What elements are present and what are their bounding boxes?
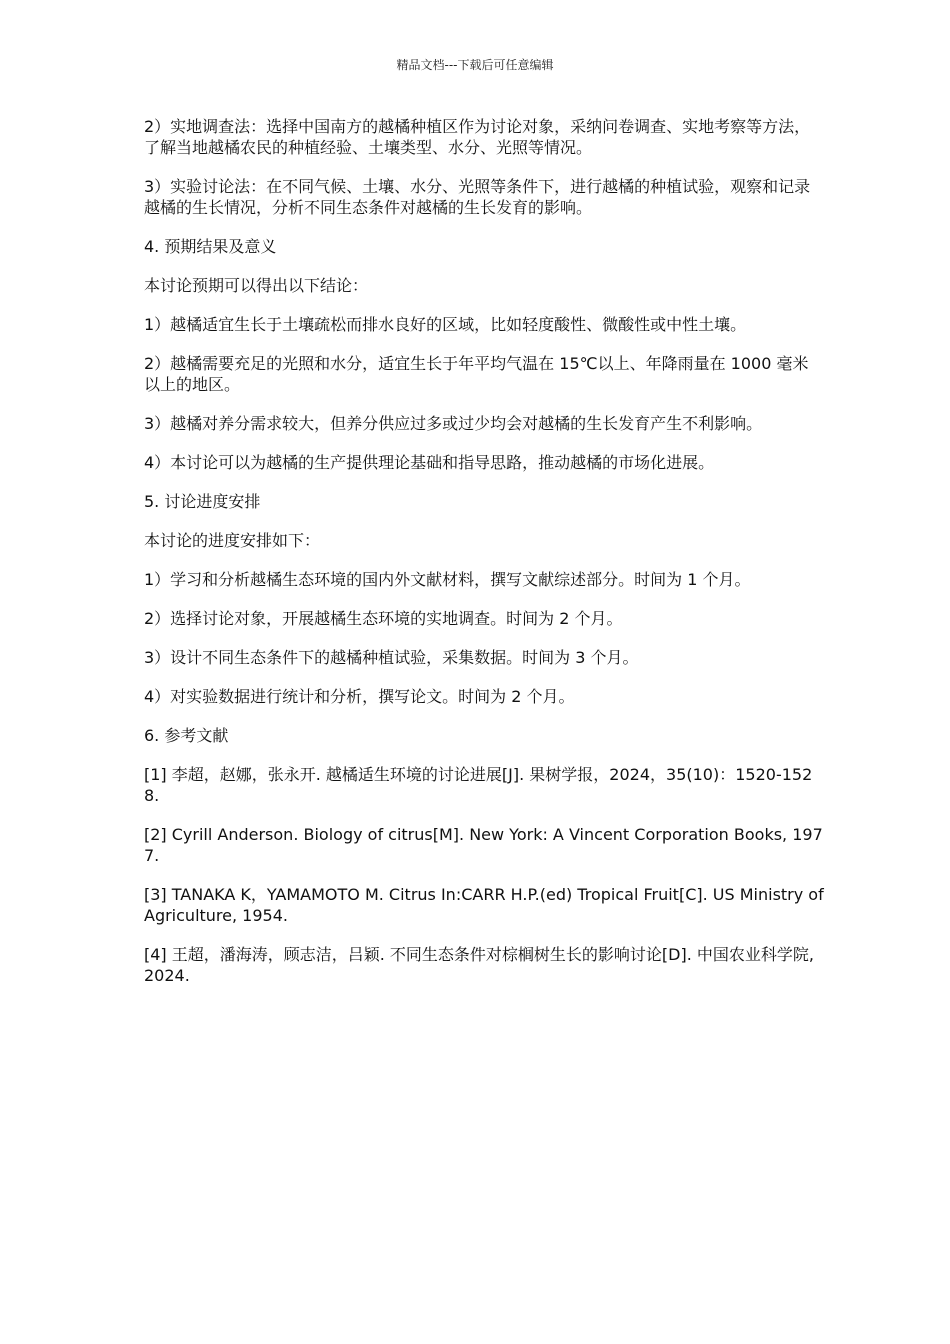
paragraph-field-survey-method: 2）实地调查法：选择中国南方的越橘种植区作为讨论对象，采纳问卷调查、实地考察等方法，了解当地越橘农民的种植经验、土壤类型、水分、光照等情况。 bbox=[144, 117, 811, 157]
reference-item-1: [1] 李超，赵娜，张永开. 越橘适生环境的讨论进展[J]. 果树学报，2024，35(10)：1520-1528. bbox=[144, 765, 813, 805]
reference-item-3: [3] TANAKA K，YAMAMOTO M. Citrus In:CARR H.P.(ed) Tropical Fruit[C]. US Ministry of Agriculture, 1954. bbox=[144, 885, 824, 925]
reference-item-4: [4] 王超，潘海涛，顾志洁，吕颖. 不同生态条件对棕榈树生长的影响讨论[D]. 中国农业科学院, 2024. bbox=[144, 945, 814, 985]
list-item-conclusion-4: 4）本讨论可以为越橘的生产提供理论基础和指导思路，推动越橘的市场化进展。 bbox=[144, 453, 715, 472]
list-item-conclusion-3: 3）越橘对养分需求较大，但养分供应过多或过少均会对越橘的生长发育产生不利影响。 bbox=[144, 414, 763, 433]
list-item-schedule-1: 1）学习和分析越橘生态环境的国内外文献材料，撰写文献综述部分。时间为 1 个月。 bbox=[144, 570, 751, 589]
section-heading-schedule: 5. 讨论进度安排 bbox=[144, 492, 261, 511]
page-header: 精品文档---下载后可任意编辑 bbox=[396, 58, 554, 72]
section-heading-expected-results: 4. 预期结果及意义 bbox=[144, 237, 277, 256]
list-item-schedule-3: 3）设计不同生态条件下的越橘种植试验，采集数据。时间为 3 个月。 bbox=[144, 648, 639, 667]
reference-item-2: [2] Cyrill Anderson. Biology of citrus[M]. New York: A Vincent Corporation Books, 1977. bbox=[144, 825, 823, 865]
paragraph-experiment-method: 3）实验讨论法：在不同气候、土壤、水分、光照等条件下，进行越橘的种植试验，观察和记录越橘的生长情况，分析不同生态条件对越橘的生长发育的影响。 bbox=[144, 177, 811, 217]
document-body bbox=[144, 116, 824, 1004]
paragraph-schedule-intro: 本讨论的进度安排如下： bbox=[144, 531, 321, 550]
section-heading-references: 6. 参考文献 bbox=[144, 726, 229, 745]
list-item-conclusion-2: 2）越橘需要充足的光照和水分，适宜生长于年平均气温在 15℃以上、年降雨量在 1000 毫米以上的地区。 bbox=[144, 354, 809, 394]
list-item-schedule-2: 2）选择讨论对象，开展越橘生态环境的实地调查。时间为 2 个月。 bbox=[144, 609, 623, 628]
list-item-schedule-4: 4）对实验数据进行统计和分析，撰写论文。时间为 2 个月。 bbox=[144, 687, 575, 706]
list-item-conclusion-1: 1）越橘适宜生长于土壤疏松而排水良好的区域，比如轻度酸性、微酸性或中性土壤。 bbox=[144, 315, 747, 334]
paragraph-conclusions-intro: 本讨论预期可以得出以下结论： bbox=[144, 276, 369, 295]
